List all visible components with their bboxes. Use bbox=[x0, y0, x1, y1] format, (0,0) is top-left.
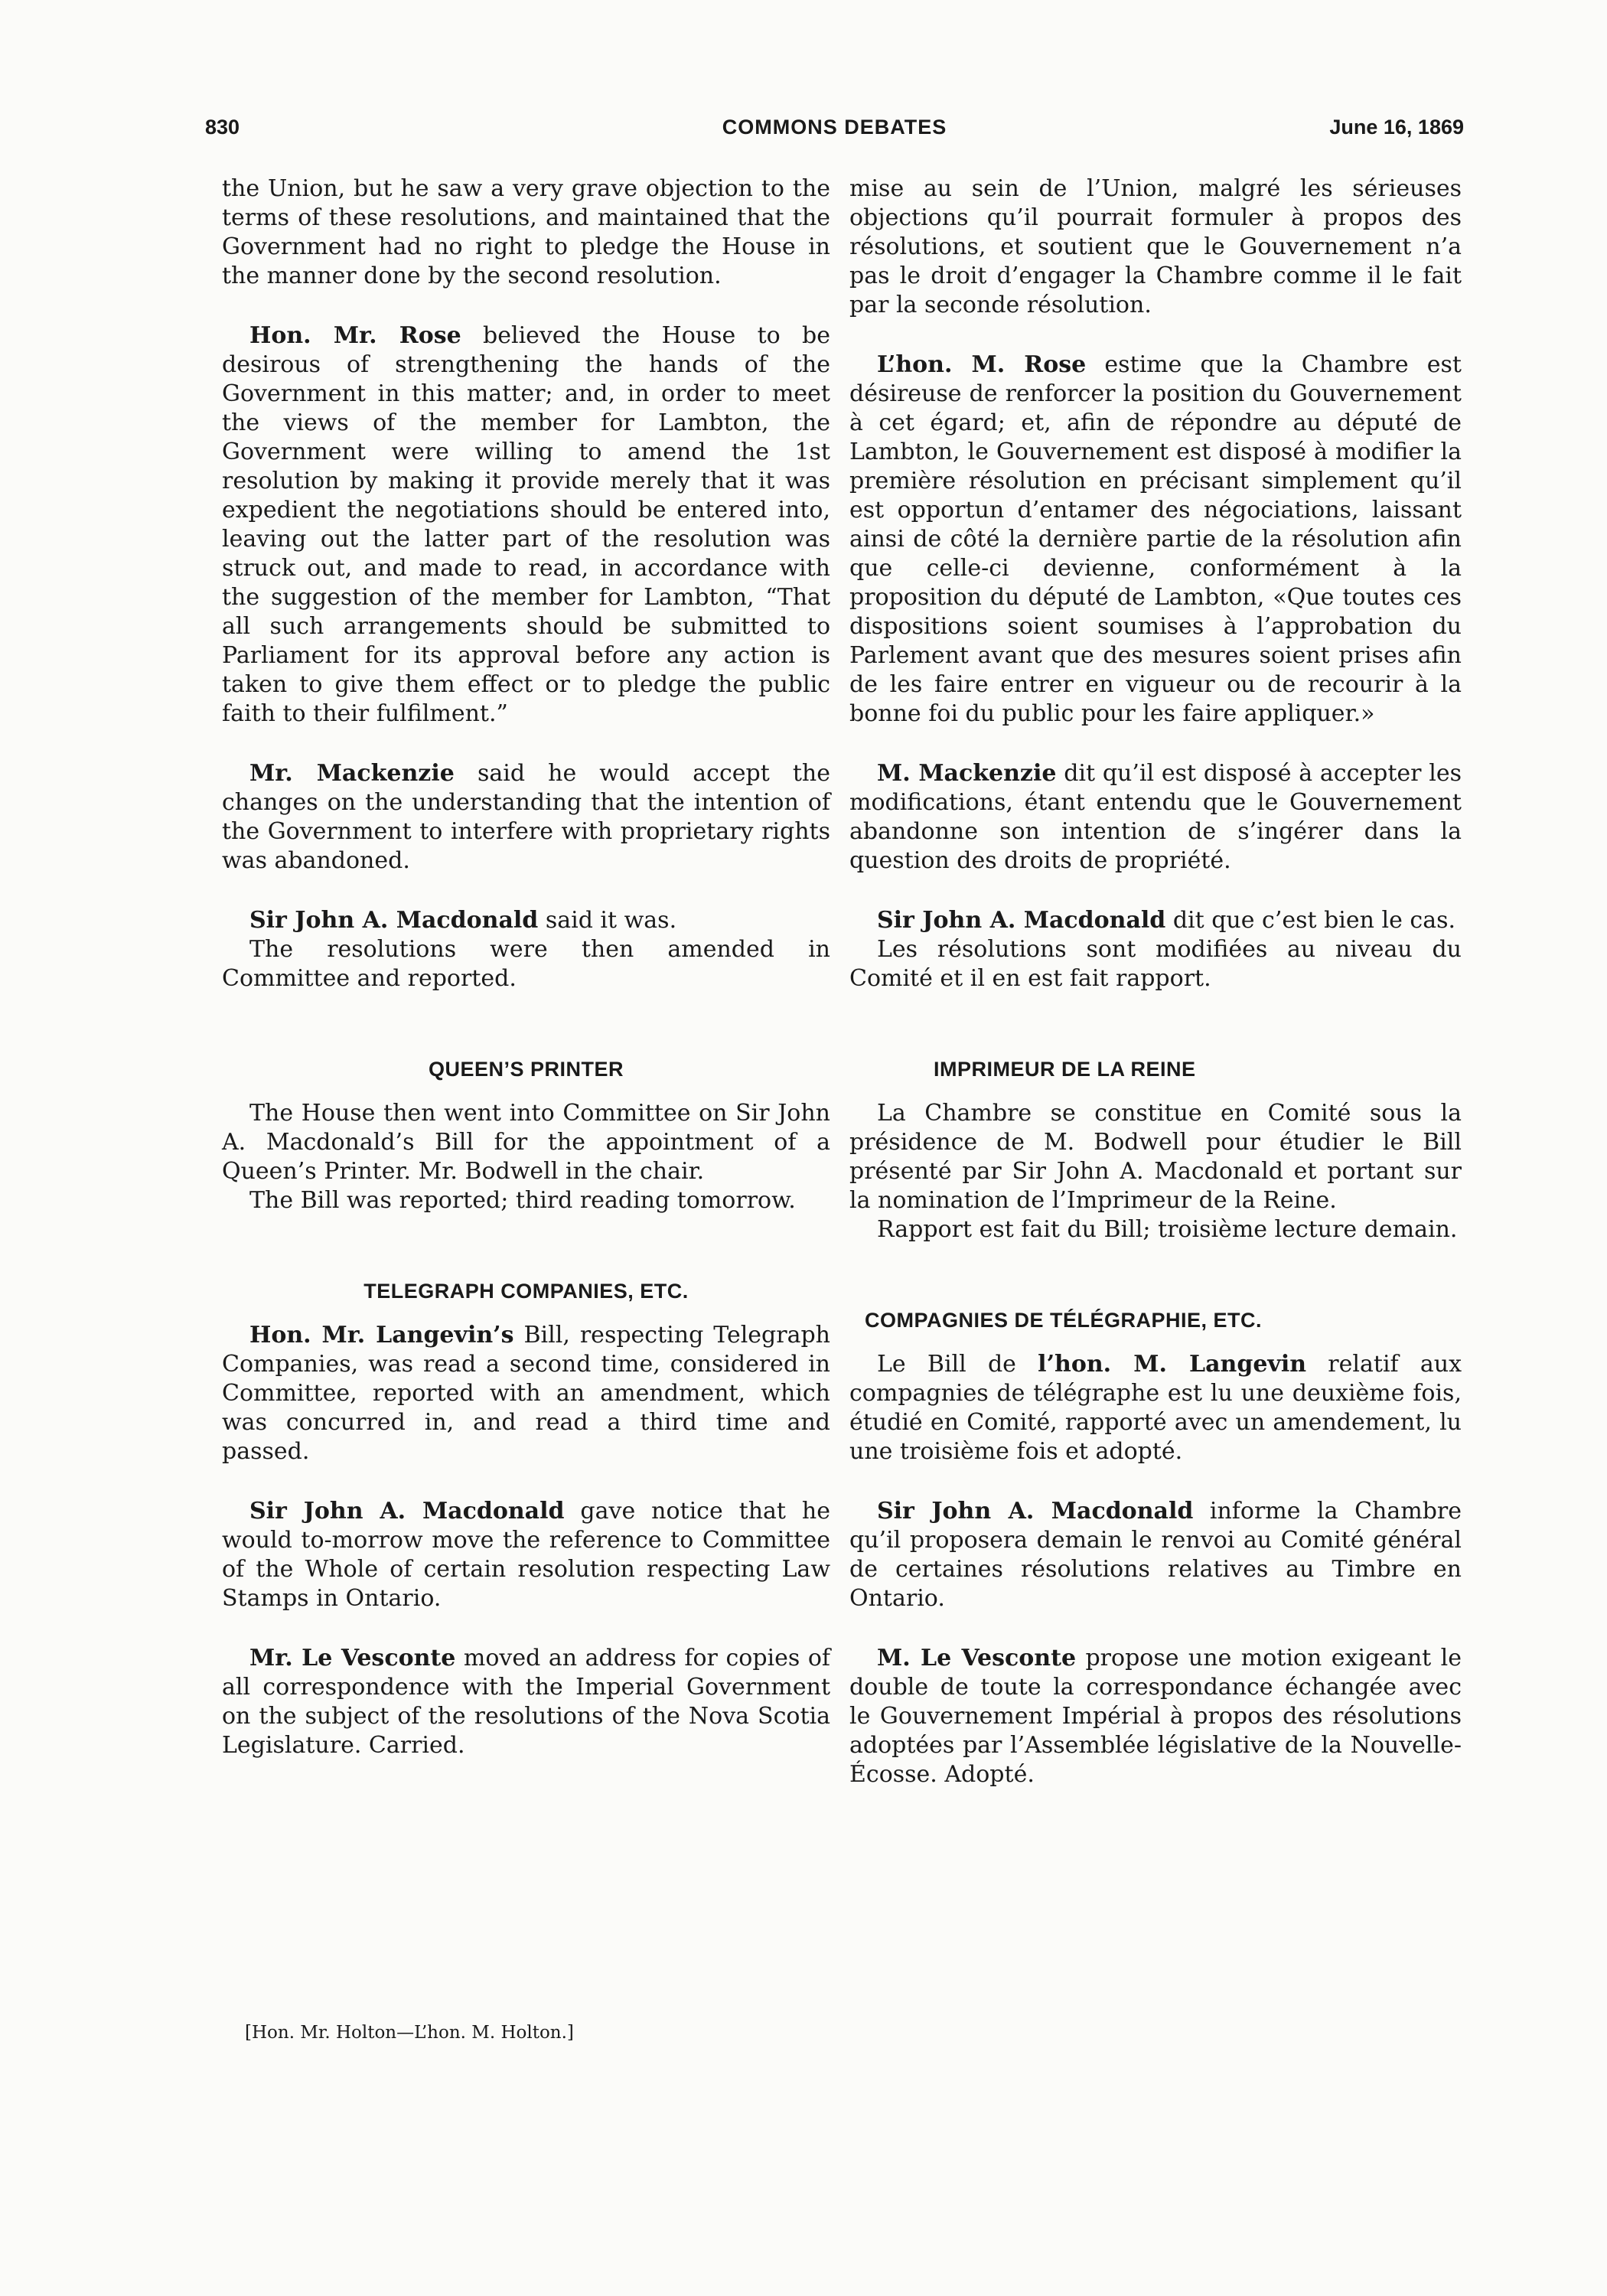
paragraph bbox=[849, 759, 1462, 876]
paragraph bbox=[849, 1350, 1462, 1466]
paragraph bbox=[849, 1497, 1462, 1613]
speech-text: dit que c’est bien le cas. bbox=[1165, 907, 1456, 934]
paragraph: mise au sein de l’Union, malgré les sérieuses objections qu’il pourrait formuler à propos des résolutions, et soutient que le Gouvernement n’a pas le droit d’engager la Chambre comme il le fait par la seconde résolution. bbox=[849, 175, 1462, 318]
paragraph bbox=[222, 759, 830, 876]
speaker-name: Sir John A. Macdonald bbox=[877, 1498, 1194, 1525]
paragraph bbox=[849, 1644, 1462, 1789]
speaker-name: M. Mackenzie bbox=[877, 760, 1057, 787]
speech-text: said he would accept the changes on the understanding that the intention of the Government to interfere with proprietary rights was abandoned. bbox=[222, 760, 830, 874]
paragraph bbox=[222, 321, 830, 729]
english-column bbox=[222, 174, 830, 1760]
publication-title: COMMONS DEBATES bbox=[722, 116, 947, 139]
section-heading: TELEGRAPH COMPANIES, ETC. bbox=[363, 1280, 689, 1303]
paragraph: Rapport est fait du Bill; troisième lecture demain. bbox=[877, 1216, 1458, 1243]
paragraph: The House then went into Committee on Sir John A. Macdonald’s Bill for the appointment of a Queen’s Printer. Mr. Bodwell in the chair. bbox=[222, 1100, 830, 1185]
speaker-name: Hon. Mr. Langevin’s bbox=[249, 1322, 514, 1349]
paragraph bbox=[222, 1644, 830, 1760]
paragraph bbox=[222, 1321, 830, 1466]
speaker-name: Mr. Mackenzie bbox=[249, 760, 455, 787]
speech-text: Le Bill de bbox=[877, 1351, 1038, 1378]
speech-text: informe la Chambre qu’il proposera demain le renvoi au Comité général de certaines résolutions relatives au Timbre en Ontario. bbox=[849, 1498, 1462, 1612]
speaker-name: Sir John A. Macdonald bbox=[877, 907, 1166, 934]
speaker-name: L’hon. M. Rose bbox=[877, 351, 1087, 378]
speech-text: Bill, respecting Telegraph Companies, was read a second time, considered in Committee, reported with an amendment, which was concurred in, and read a third time and passed. bbox=[222, 1322, 830, 1465]
speaker-name: M. Le Vesconte bbox=[877, 1645, 1077, 1671]
speaker-name: Hon. Mr. Rose bbox=[249, 322, 461, 349]
speech-text: gave notice that he would to-morrow move the reference to Committee of the Whole of certain resolution respecting Law Stamps in Ontario. bbox=[222, 1498, 831, 1612]
speech-text: propose une motion exigeant le double de toute la correspondance échangée avec le Gouvernement Impérial à propos des résolutions adoptées par l’Assemblée législative de la Nouvelle-Écosse. Adopté. bbox=[849, 1645, 1462, 1788]
page-number: 830 bbox=[205, 116, 240, 139]
page-date: June 16, 1869 bbox=[1329, 116, 1464, 139]
speech-text: estime que la Chambre est désireuse de renforcer la position du Gouvernement à cet égard; et, afin de répondre au député de Lambton, le Gouvernement est disposé à modifier la première résolution en précisant simplement qu’il est opportun d’entamer des négociations, laissant ainsi de côté la dernière partie de la résolution afin que celle-ci devienne, conformément à la proposition du député de Lambton, «Que toutes ces dispositions soient soumises à l’approbation du Parlement avant que des mesures soient prises afin de les faire entrer en vigueur ou de recourir à la bonne foi du public pour les faire appliquer.» bbox=[849, 351, 1462, 727]
speech-text: moved an address for copies of all correspondence with the Imperial Government on the subject of the resolutions of the Nova Scotia Legislature. Carried. bbox=[222, 1645, 830, 1759]
speech-text: relatif aux compagnies de télégraphe est lu une deuxième fois, étudié en Comité, rapporté avec un amendement, lu une troisième fois et adopté. bbox=[849, 1351, 1462, 1465]
paragraph: Les résolutions sont modifiées au niveau du Comité et il en est fait rapport. bbox=[849, 936, 1462, 992]
speaker-name: l’hon. M. Langevin bbox=[1038, 1351, 1307, 1378]
paragraph: the Union, but he saw a very grave objection to the terms of these resolutions, and maintained that the Government had no right to pledge the House in the manner done by the second resolution. bbox=[222, 175, 830, 289]
section-heading: QUEEN’S PRINTER bbox=[428, 1058, 624, 1081]
speech-text: said it was. bbox=[538, 907, 677, 934]
paragraph bbox=[849, 351, 1462, 729]
speaker-name: Mr. Le Vesconte bbox=[249, 1645, 456, 1671]
speaker-name: Sir John A. Macdonald bbox=[249, 1498, 565, 1525]
section-heading: COMPAGNIES DE TÉLÉGRAPHIE, ETC. bbox=[865, 1309, 1263, 1332]
paragraph: La Chambre se constitue en Comité sous la présidence de M. Bodwell pour étudier le Bill présenté par Sir John A. Macdonald et portant sur la nomination de l’Imprimeur de la Reine. bbox=[849, 1100, 1462, 1214]
speaker-name: Sir John A. Macdonald bbox=[249, 907, 539, 934]
paragraph bbox=[222, 906, 830, 935]
speech-text: dit qu’il est disposé à accepter les modifications, étant entendu que le Gouvernement abandonne son intention de s’ingérer dans la question des droits de propriété. bbox=[849, 760, 1462, 874]
paragraph: The Bill was reported; third reading tomorrow. bbox=[249, 1187, 796, 1214]
paragraph bbox=[849, 906, 1462, 935]
french-column bbox=[849, 174, 1462, 1789]
speech-text: believed the House to be desirous of strengthening the hands of the Government in this matter; and, in order to meet the views of the member for Lambton, the Government were willing to amend the 1st resolution by making it provide merely that it was expedient the negotiations should be entered into, leaving out the latter part of the resolution was struck out, and made to read, in accordance with the suggestion of the member for Lambton, “That all such arrangements should be submitted to Parliament for its approval before any action is taken to give them effect or to pledge the public faith to their fulfilment.” bbox=[222, 322, 831, 727]
page-header bbox=[205, 116, 1464, 146]
page-footer: [Hon. Mr. Holton—L’hon. M. Holton.] bbox=[245, 2023, 574, 2043]
paragraph: The resolutions were then amended in Committee and reported. bbox=[222, 936, 830, 992]
paragraph bbox=[222, 1497, 830, 1613]
section-heading: IMPRIMEUR DE LA REINE bbox=[934, 1058, 1196, 1081]
